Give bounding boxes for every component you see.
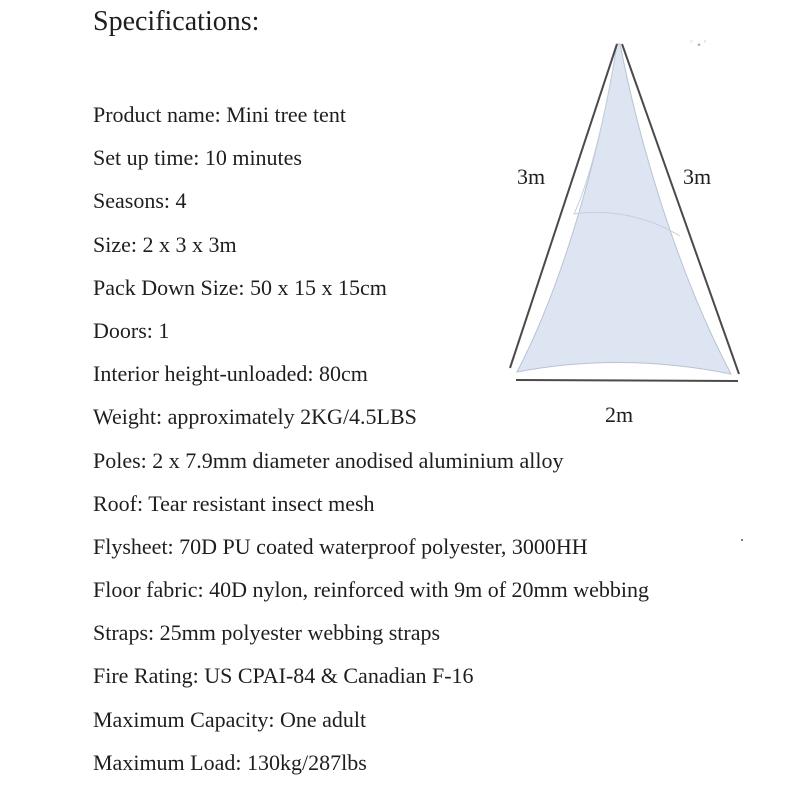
spec-seasons: Seasons: 4 — [93, 188, 187, 214]
spec-floor-fabric: Floor fabric: 40D nylon, reinforced with 9m of 20mm webbing — [93, 577, 650, 603]
tent-diagram — [470, 30, 770, 440]
spec-doors: Doors: 1 — [93, 317, 170, 343]
base-strap — [516, 380, 738, 381]
spec-fire-rating: Fire Rating: US CPAI-84 & Canadian F-16 — [93, 663, 474, 689]
spec-straps: Straps: 25mm polyester webbing straps — [93, 620, 441, 646]
spec-setup-time: Set up time: 10 minutes — [93, 145, 302, 171]
spec-maximum-load: Maximum Load: 130kg/287lbs — [93, 749, 367, 775]
spec-roof: Roof: Tear resistant insect mesh — [93, 490, 375, 516]
watermark: ﾟ▪ﾟ — [690, 40, 709, 50]
spec-weight: Weight: approximately 2KG/4.5LBS — [93, 404, 417, 430]
tent-fabric — [517, 44, 731, 374]
spec-size: Size: 2 x 3 x 3m — [93, 231, 237, 257]
spec-product-name: Product name: Mini tree tent — [93, 102, 346, 127]
right-side-dimension: 3m — [683, 164, 712, 189]
page-title: Specifications: — [93, 6, 260, 37]
spec-poles: Poles: 2 x 7.9mm diameter anodised aluminium alloy — [93, 447, 564, 473]
spec-interior-height: Interior height-unloaded: 80cm — [93, 361, 368, 387]
base-dimension: 2m — [605, 402, 634, 427]
spec-maximum-capacity: Maximum Capacity: One adult — [93, 706, 367, 732]
left-side-dimension: 3m — [517, 164, 546, 189]
spec-pack-down-size: Pack Down Size: 50 x 15 x 15cm — [93, 274, 387, 300]
spec-flysheet: Flysheet: 70D PU coated waterproof polyester, 3000HH — [93, 533, 588, 559]
image-speck — [741, 539, 743, 541]
